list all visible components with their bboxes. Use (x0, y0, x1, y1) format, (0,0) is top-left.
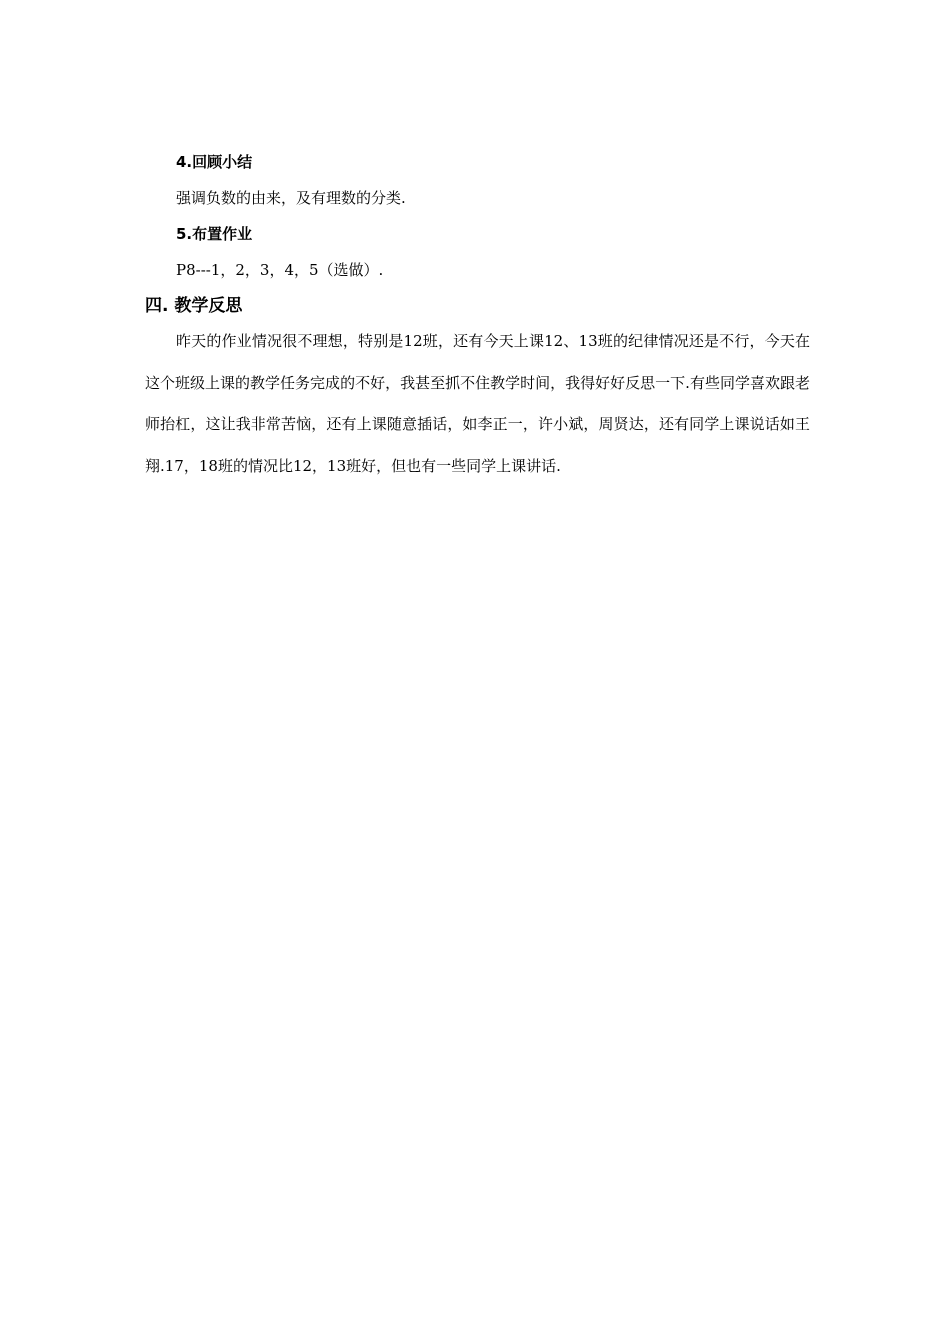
subsection-text-review-summary: 强调负数的由来，及有理数的分类. (176, 189, 406, 207)
subsection-text-homework: P8---1，2，3，4，5（选做）. (176, 261, 384, 279)
section-heading-teaching-reflection: 四. 教学反思 (145, 296, 243, 316)
reflection-paragraph: 昨天的作业情况很不理想，特别是12班，还有今天上课12、13班的纪律情况还是不行，今天在这个班级上课的教学任务完成的不好，我甚至抓不住教学时间，我得好好反思一下.有些同学喜欢跟老师抬杠，这让我非常苦恼，还有上课随意插话，如李正一，许小斌，周贤达，还有同学上课说话如王翔.17，18班的情况比12，13班好，但也有一些同学上课讲话. (145, 332, 810, 475)
subsection-heading-review-summary: 4.回顾小结 (176, 153, 253, 171)
subsection-heading-homework: 5.布置作业 (176, 225, 253, 243)
